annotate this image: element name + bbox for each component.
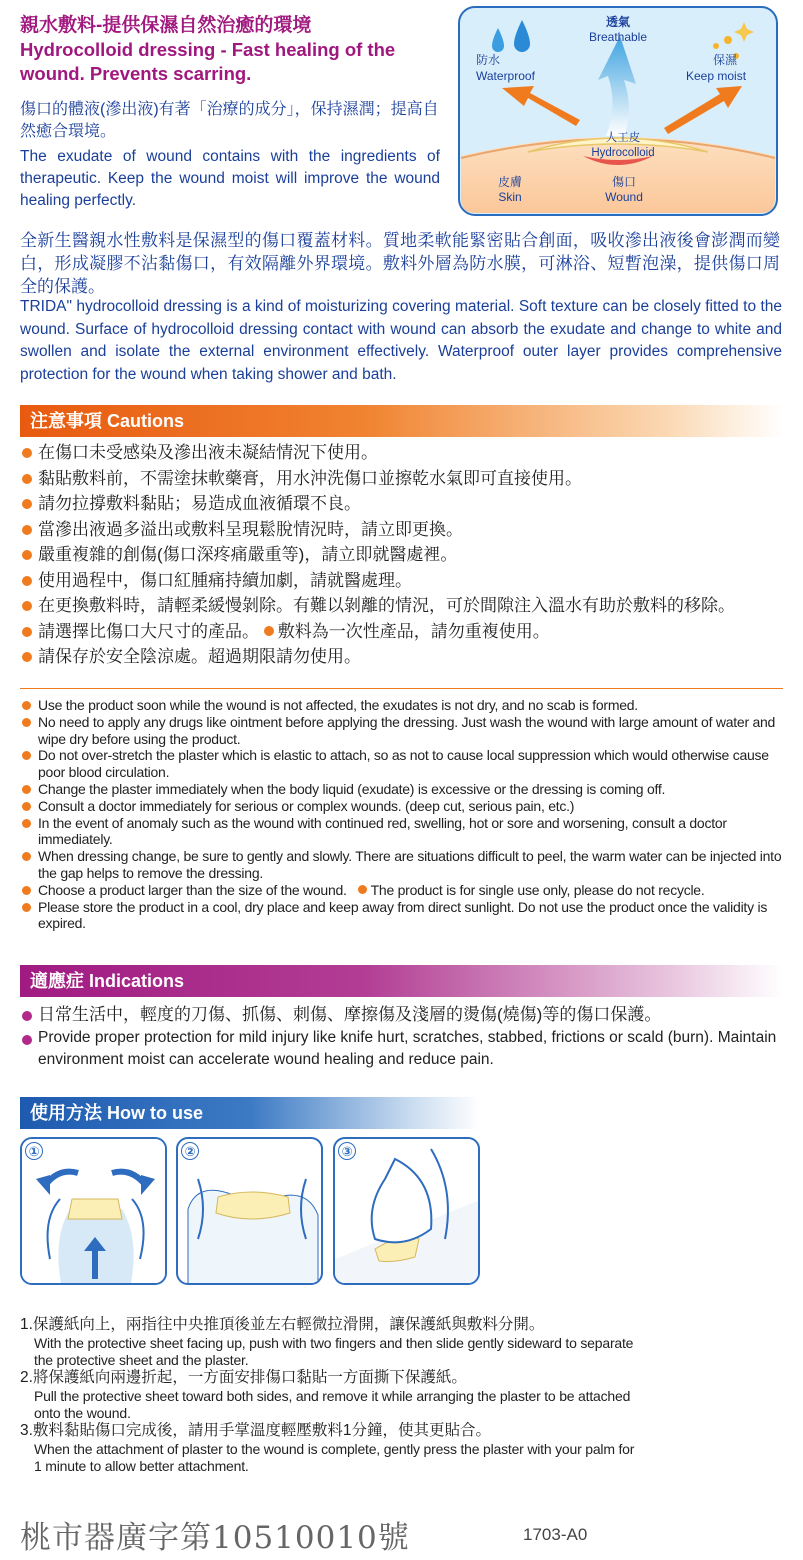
step-panel-2 [176, 1137, 323, 1285]
dressing-diagram [458, 6, 778, 216]
indications-list [20, 1003, 785, 1071]
bullet-icon [358, 885, 367, 894]
step-text-en: Pull the protective sheet toward both sides, and remove it while arranging the plaster to be attached onto the wound. [34, 1388, 631, 1421]
step-number: ③ [338, 1142, 356, 1160]
list-item: No need to apply any drugs like ointment before applying the dressing. Just wash the wound with large amount of water and wipe dry before using the product. [20, 714, 785, 748]
bullet-icon [22, 802, 31, 811]
bullet-icon [22, 576, 32, 586]
section-divider [20, 688, 783, 689]
skin-label-zh: 皮膚 [497, 175, 523, 189]
list-item: 黏貼敷料前，不需塗抹軟藥膏，用水沖洗傷口並擦乾水氣即可直接使用。 [20, 466, 780, 492]
attach-illustration [178, 1139, 323, 1285]
license-number: 桃市器廣字第10510010號 [20, 1520, 410, 1556]
list-item: 日常生活中，輕度的刀傷、抓傷、刺傷、摩擦傷及淺層的燙傷(燒傷)等的傷口保護。 [20, 1003, 785, 1027]
peel-illustration [22, 1139, 167, 1285]
description-zh: 全新生醫親水性敷料是保濕型的傷口覆蓋材料。質地柔軟能緊密貼合創面，吸收滲出液後會澎潤而變白，形成凝膠不沾黏傷口，有效隔離外界環境。敷料外層為防水膜，可淋浴、短暫泡澡，提供傷口周全的保護。 [20, 231, 780, 296]
intro-text-en: The exudate of wound contains with the ingredients of therapeutic. Keep the wound moist will improve the wound healing perfectly. [20, 148, 440, 209]
list-item: In the event of anomaly such as the wound with continued red, swelling, hot or sore and worsening, consult a doctor immediately. [20, 815, 785, 849]
bullet-icon [22, 886, 31, 895]
press-illustration [335, 1139, 480, 1285]
cautions-list-en [20, 697, 785, 932]
keepmoist-label-en: Keep moist [686, 69, 747, 83]
howto-steps [20, 1315, 640, 1474]
intro-text-zh: 傷口的體液(滲出液)有著「治療的成分」，保持濕潤；提高自然癒合環境。 [20, 101, 439, 140]
list-item: Provide proper protection for mild injury like knife hurt, scratches, stabbed, frictions or scald (burn). Maintain environment moist can accelerate wound healing and reduce pain. [20, 1027, 785, 1071]
keepmoist-label-zh: 保濕 [713, 53, 738, 67]
bullet-icon [22, 550, 32, 560]
cautions-heading: 注意事項 Cautions [20, 405, 783, 437]
list-item: 在傷口未受感染及滲出液未凝結情況下使用。 [20, 440, 780, 466]
step-number: ① [25, 1142, 43, 1160]
cautions-list-zh [20, 440, 780, 670]
description-en: TRIDA" hydrocolloid dressing is a kind of moisturizing covering material. Soft texture can be closely fitted to the wound. Surface of hydrocolloid dressing contact with wound can absorb the exudate and change to white and swollen and isolate the external environment effectively. Waterproof outer layer provides comprehensive protection for the wound when taking shower and bath. [20, 298, 782, 383]
bullet-icon [22, 718, 31, 727]
hydrocolloid-label-en: Hydrocolloid [591, 147, 655, 159]
breathable-label-zh: 透氣 [605, 15, 631, 29]
bullet-icon [22, 751, 31, 760]
bullet-icon [22, 852, 31, 861]
list-item: 請保存於安全陰涼處。超過期限請勿使用。 [20, 644, 780, 670]
document-code: 1703-A0 [523, 1525, 588, 1544]
list-item: Consult a doctor immediately for serious or complex wounds. (deep cut, serious pain, etc.) [20, 798, 785, 815]
wound-label-zh: 傷口 [611, 175, 637, 189]
bullet-icon [22, 448, 32, 458]
hydrocolloid-label-zh: 人工皮 [605, 132, 641, 144]
bullet-icon [22, 474, 32, 484]
list-item: 在更換敷料時，請輕柔緩慢剝除。有難以剝離的情況，可於間隙注入溫水有助於敷料的移除。 [20, 593, 780, 619]
bullet-icon [22, 601, 32, 611]
bullet-icon [22, 627, 32, 637]
step-text-zh: 1.保護紙向上，兩指往中央推頂後並左右輕微拉滑開，讓保護紙與敷料分開。 [20, 1316, 545, 1333]
bullet-icon [22, 785, 31, 794]
bullet-icon [22, 652, 32, 662]
list-item: 當滲出液過多溢出或敷料呈現鬆脫情況時，請立即更換。 [20, 517, 780, 543]
step-number: ② [181, 1142, 199, 1160]
list-item: 請選擇比傷口大尺寸的產品。 敷料為一次性產品，請勿重複使用。 [20, 619, 780, 645]
indications-heading: 適應症 Indications [20, 965, 783, 997]
step-text-en: When the attachment of plaster to the wound is complete, gently press the plaster with your palm for 1 minute to allow better attachment. [34, 1441, 635, 1474]
step-text-zh: 3.敷料黏貼傷口完成後，請用手掌溫度輕壓敷料1分鐘，使其更貼合。 [20, 1422, 492, 1439]
step-text-en: With the protective sheet facing up, push with two fingers and then slide gently sideward to separate the protective sheet and the plaster. [34, 1335, 634, 1368]
bullet-icon [22, 525, 32, 535]
list-item: 嚴重複雜的創傷(傷口深疼痛嚴重等)，請立即就醫處裡。 [20, 542, 780, 568]
skin-label-en: Skin [498, 190, 522, 204]
step-panel-3 [333, 1137, 480, 1285]
breathable-label-en: Breathable [588, 30, 648, 44]
list-item: 使用過程中，傷口紅腫痛持續加劇，請就醫處理。 [20, 568, 780, 594]
bullet-icon [264, 626, 274, 636]
list-item: Use the product soon while the wound is not affected, the exudates is not dry, and no scab is formed. [20, 697, 785, 714]
list-item: Do not over-stretch the plaster which is elastic to attach, so as not to cause local suppression which would otherwise cause poor blood circulation. [20, 747, 785, 781]
list-item: Choose a product larger than the size of the wound. The product is for single use only, please do not recycle. [20, 882, 785, 899]
list-item: When dressing change, be sure to gently and slowly. There are situations difficult to peel, the warm water can be injected into the gap helps to remove the dressing. [20, 848, 785, 882]
step-text-zh: 2.將保護紙向兩邊折起，一方面安排傷口黏貼一方面撕下保護紙。 [20, 1369, 467, 1386]
page-title-en: Hydrocolloid dressing - Fast healing of the wound. Prevents scarring. [20, 39, 396, 84]
step-panel-1 [20, 1137, 167, 1285]
waterproof-label-zh: 防水 [476, 53, 501, 67]
bullet-icon [22, 903, 31, 912]
bullet-icon [22, 701, 31, 710]
bullet-icon [22, 1011, 32, 1021]
bullet-icon [22, 1035, 32, 1045]
wound-label-en: Wound [605, 190, 643, 204]
list-item: Change the plaster immediately when the body liquid (exudate) is excessive or the dressing is coming off. [20, 781, 785, 798]
bullet-icon [22, 819, 31, 828]
list-item: 請勿拉撐敷料黏貼；易造成血液循環不良。 [20, 491, 780, 517]
howto-heading: 使用方法 How to use [20, 1097, 480, 1129]
bullet-icon [22, 499, 32, 509]
list-item: Please store the product in a cool, dry place and keep away from direct sunlight. Do not use the product once the validity is expired. [20, 899, 785, 933]
waterproof-label-en: Waterproof [476, 69, 535, 83]
page-title-zh: 親水敷料-提供保濕自然治癒的環境 [20, 15, 312, 36]
